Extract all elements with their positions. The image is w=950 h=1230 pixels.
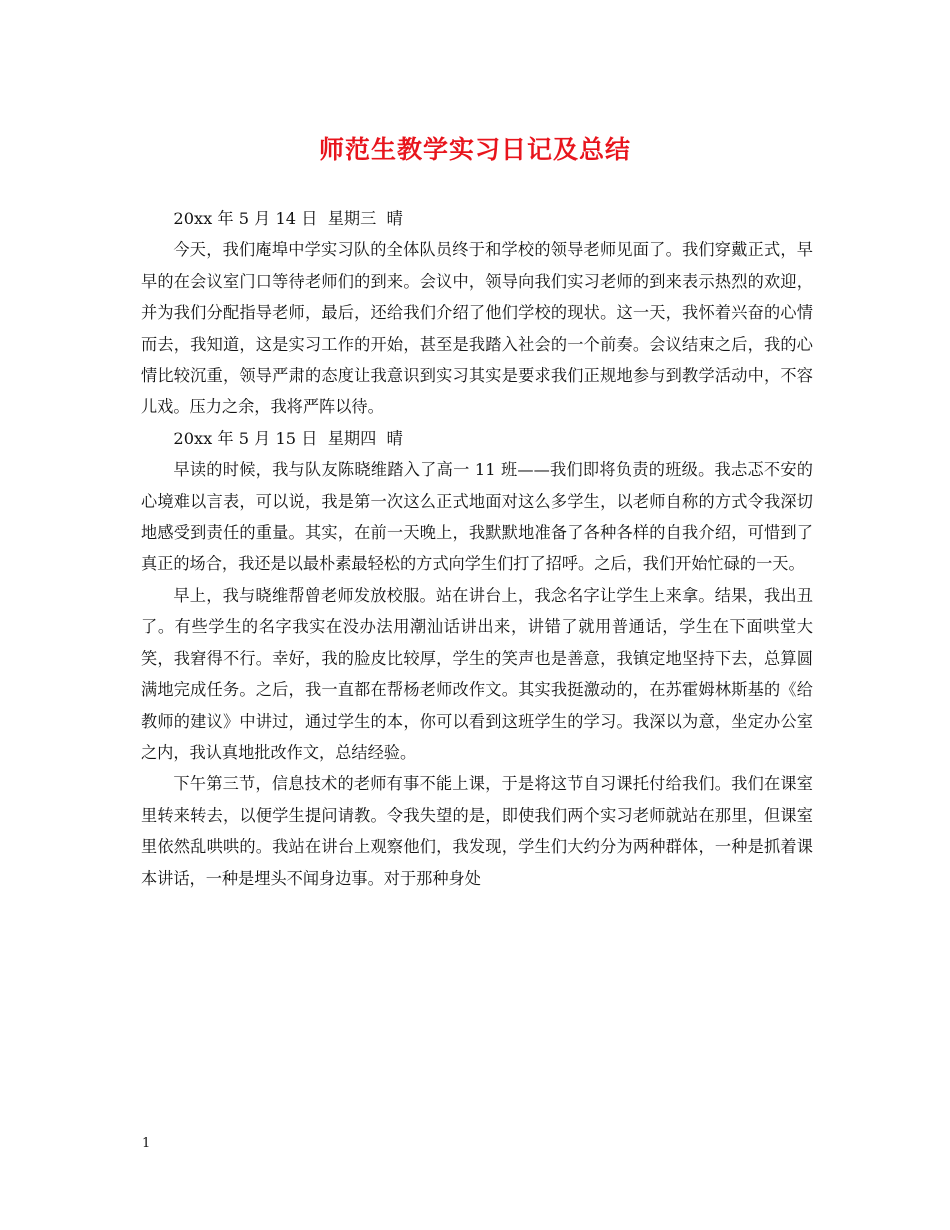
diary-paragraph: 下午第三节，信息技术的老师有事不能上课，于是将这节自习课托付给我们。我们在课室里转来转去，以便学生提问请教。令我失望的是，即使我们两个实习老师就站在那里，但课室里依然乱哄哄的。我站在讲台上观察他们，我发现，学生们大约分为两种群体，一种是抓着课本讲话，一种是埋头不闻身边事。对于那种身处 <box>141 774 813 888</box>
diary-paragraph: 早读的时候，我与队友陈晓维踏入了高一 11 班——我们即将负责的班级。我忐忑不安的心境难以言表，可以说，我是第一次这么正式地面对这么多学生，以老师自称的方式令我深切地感受到责任的重量。其实，在前一天晚上，我默默地准备了各种各样的自我介绍，可惜到了真正的场合，我还是以最朴素最轻松的方式向学生们打了招呼。之后，我们开始忙碌的一天。 <box>141 460 813 574</box>
document-body <box>141 203 813 894</box>
diary-date-line: 20xx 年 5 月 14 日 星期三 晴 <box>173 209 403 228</box>
diary-date-line: 20xx 年 5 月 15 日 星期四 晴 <box>173 428 403 448</box>
document-title: 师范生教学实习日记及总结 <box>318 135 631 164</box>
page-number: 1 <box>142 1136 151 1151</box>
diary-paragraph: 今天，我们庵埠中学实习队的全体队员终于和学校的领导老师见面了。我们穿戴正式，早早的在会议室门口等待老师们的到来。会议中，领导向我们实习老师的到来表示热烈的欢迎，并为我们分配指导老师，最后，还给我们介绍了他们学校的现状。这一天，我怀着兴奋的心情而去，我知道，这是实习工作的开始，甚至是我踏入社会的一个前奏。会议结束之后，我的心情比较沉重，领导严肃的态度让我意识到实习其实是要求我们正规地参与到教学活动中，不容儿戏。压力之余，我将严阵以待。 <box>141 240 813 417</box>
diary-paragraph: 早上，我与晓维帮曾老师发放校服。站在讲台上，我念名字让学生上来拿。结果，我出丑了。有些学生的名字我实在没办法用潮汕话讲出来，讲错了就用普通话，学生在下面哄堂大笑，我窘得不行。幸好，我的脸皮比较厚，学生的笑声也是善意，我镇定地坚持下去，总算圆满地完成任务。之后，我一直都在帮杨老师改作文。其实我挺激动的，在苏霍姆林斯基的《给教师的建议》中讲过，通过学生的本，你可以看到这班学生的学习。我深以为意，坐定办公室之内，我认真地批改作文，总结经验。 <box>141 585 813 762</box>
